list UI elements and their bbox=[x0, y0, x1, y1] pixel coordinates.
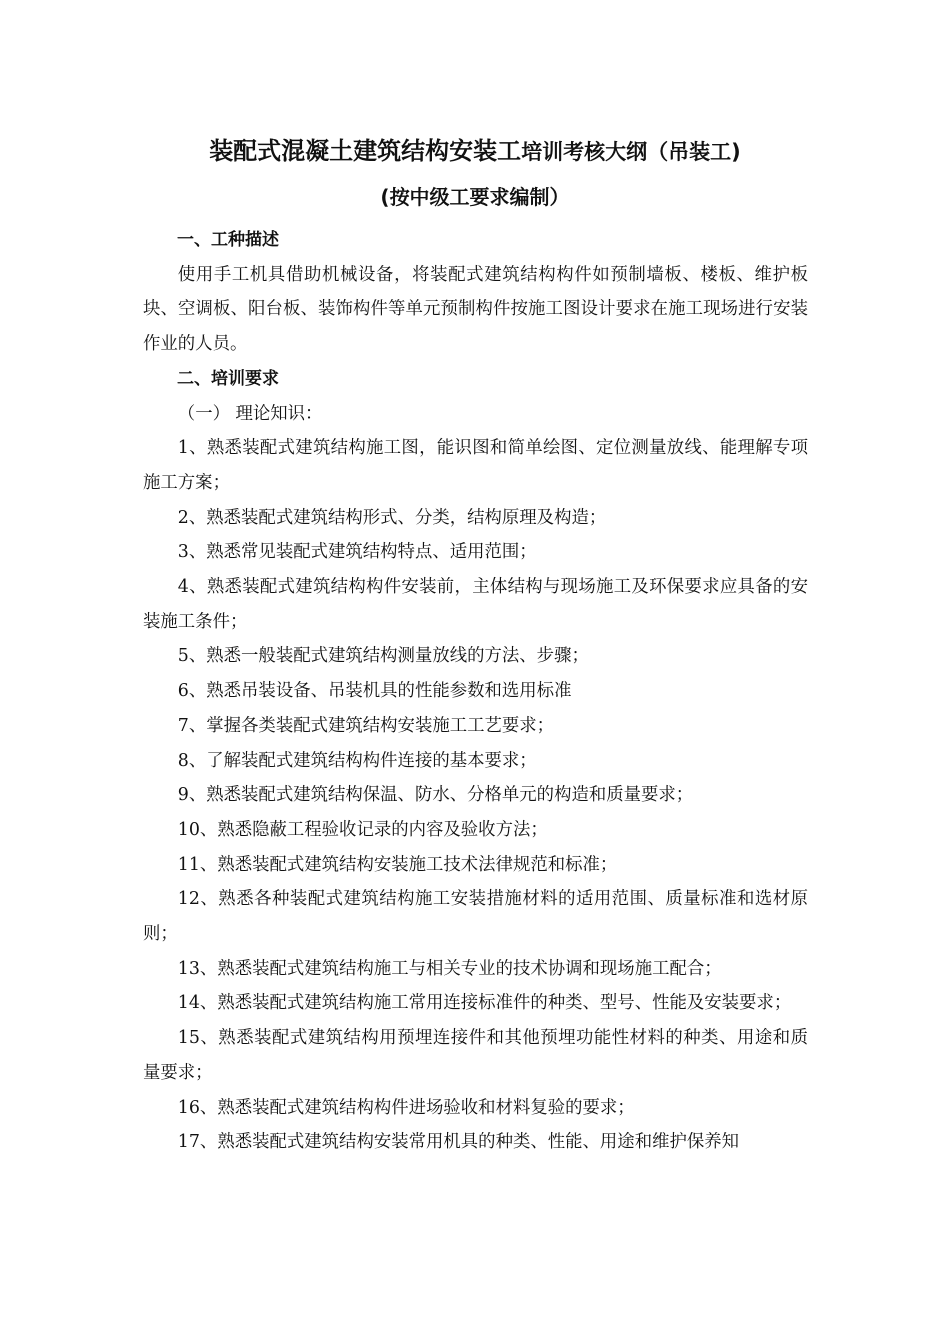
list-item: 12、熟悉各种装配式建筑结构施工安装措施材料的适用范围、质量标准和选材原则； bbox=[143, 889, 808, 945]
section-heading-job-description: 一、工种描述 bbox=[177, 230, 279, 250]
list-item: 15、熟悉装配式建筑结构用预埋连接件和其他预埋功能性材料的种类、用途和质量要求； bbox=[143, 1028, 808, 1083]
title-rest: 培训考核大纲（吊装工) bbox=[521, 140, 741, 164]
subsection-heading-theory: （一） 理论知识： bbox=[177, 403, 323, 424]
list-item: 13、熟悉装配式建筑结构施工与相关专业的技术协调和现场施工配合； bbox=[177, 958, 722, 979]
list-item: 1、熟悉装配式建筑结构施工图，能识图和简单绘图、定位测量放线、能理解专项施工方案； bbox=[143, 438, 808, 493]
section-heading-training: 二、培训要求 bbox=[177, 368, 279, 389]
document-body bbox=[143, 223, 808, 1160]
list-item: 2、熟悉装配式建筑结构形式、分类，结构原理及构造； bbox=[177, 507, 607, 528]
document-title bbox=[0, 134, 950, 169]
list-item: 14、熟悉装配式建筑结构施工常用连接标准件的种类、型号、性能及安装要求； bbox=[177, 993, 792, 1014]
list-item: 8、了解装配式建筑结构构件连接的基本要求； bbox=[177, 750, 537, 771]
list-item: 4、熟悉装配式建筑结构构件安装前，主体结构与现场施工及环保要求应具备的安装施工条件； bbox=[143, 577, 808, 632]
section-paragraph-job-description: 使用手工机具借助机械设备，将装配式建筑结构构件如预制墙板、楼板、维护板块、空调板、阳台板、装饰构件等单元预制构件按施工图设计要求在施工现场进行安装作业的人员。 bbox=[143, 264, 808, 355]
list-item: 9、熟悉装配式建筑结构保温、防水、分格单元的构造和质量要求； bbox=[177, 785, 694, 806]
list-item: 3、熟悉常见装配式建筑结构特点、适用范围； bbox=[177, 542, 537, 563]
title-main: 装配式混凝土建筑结构安装工 bbox=[209, 137, 522, 165]
list-item: 6、熟悉吊装设备、吊装机具的性能参数和选用标准 bbox=[177, 681, 572, 702]
list-item: 5、熟悉一般装配式建筑结构测量放线的方法、步骤； bbox=[177, 646, 589, 667]
list-item: 10、熟悉隐蔽工程验收记录的内容及验收方法； bbox=[177, 819, 548, 840]
list-item: 17、熟悉装配式建筑结构安装常用机具的种类、性能、用途和维护保养知 bbox=[177, 1132, 740, 1153]
requirement-list bbox=[143, 431, 808, 1160]
list-item: 16、熟悉装配式建筑结构构件进场验收和材料复验的要求； bbox=[177, 1097, 635, 1118]
document-subtitle: (按中级工要求编制） bbox=[380, 185, 570, 209]
list-item: 7、掌握各类装配式建筑结构安装施工工艺要求； bbox=[177, 715, 555, 736]
list-item: 11、熟悉装配式建筑结构安装施工技术法律规范和标准； bbox=[177, 854, 618, 875]
